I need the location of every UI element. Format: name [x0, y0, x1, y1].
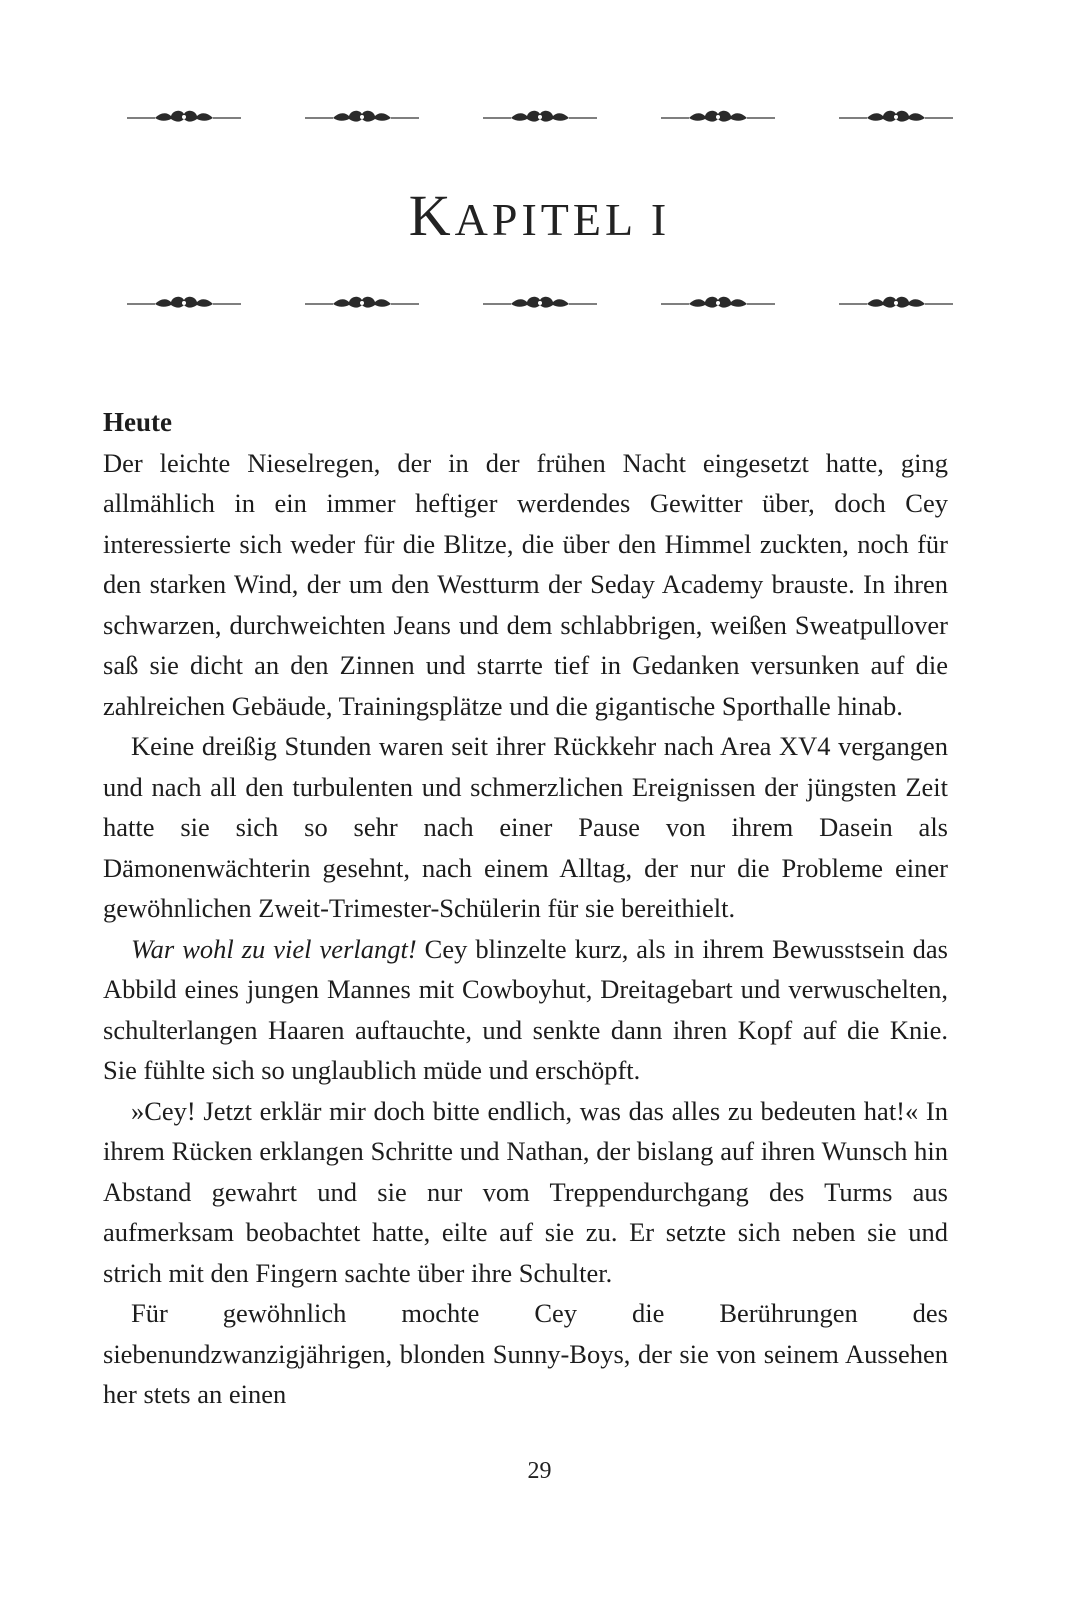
paragraph-3-italic: War wohl zu viel verlangt! — [131, 933, 417, 964]
flourish-ornament-icon — [303, 292, 421, 316]
top-ornament-row — [125, 106, 955, 130]
chapter-title-rest: APITEL I — [454, 194, 671, 245]
paragraph-1: Der leichte Nieselregen, der in der frühen Nacht eingesetzt hatte, ging allmählich in ein immer heftiger werdendes Gewitter über, doch Cey interessierte sich weder für die Blitze, die über den Himmel zuckten, noch für den starken Wind, der um den Westturm der Seday Academy brauste. In ihren schwarzen, durchweichten Jeans und dem schlabbrigen, weißen Sweatpullover saß sie dicht an den Zinnen und starrte tief in Gedanken versunken auf die zahlreichen Gebäude, Trainingsplätze und die gigantische Sporthalle hinab. — [103, 447, 948, 721]
body-text — [103, 402, 948, 1415]
chapter-title — [0, 180, 1079, 256]
paragraph-3-text: Cey blinzelte kurz, als in ihrem Bewusstsein das Abbild eines jungen Mannes mit Cowboyhut, Dreitagebart und verwuschelten, schulterlangen Haaren auftauchte, und senkte dann ihren Kopf auf die Knie. Sie fühlte sich so unglaublich müde und erschöpft. — [103, 933, 948, 1085]
flourish-ornament-icon — [837, 106, 955, 130]
flourish-ornament-icon — [303, 106, 421, 130]
section-heading: Heute — [103, 407, 172, 437]
chapter-title-initial: K — [408, 183, 455, 248]
flourish-ornament-icon — [481, 292, 599, 316]
flourish-ornament-icon — [125, 292, 243, 316]
flourish-ornament-icon — [837, 292, 955, 316]
flourish-ornament-icon — [481, 106, 599, 130]
paragraph-4: »Cey! Jetzt erklär mir doch bitte endlich, was das alles zu bedeuten hat!« In ihrem Rücken erklangen Schritte und Nathan, der bislang auf ihren Wunsch hin Abstand gewahrt und sie nur vom Treppendurchgang des Turms aus aufmerksam beobachtet hatte, eilte auf sie zu. Er setzte sich neben sie und strich mit den Fingern sachte über ihre Schulter. — [103, 1095, 948, 1288]
paragraph-2: Keine dreißig Stunden waren seit ihrer Rückkehr nach Area XV4 vergangen und nach all den turbulenten und schmerzlichen Ereignissen der jüngsten Zeit hatte sie sich so sehr nach einer Pause von ihrem Dasein als Dämonenwächterin gesehnt, nach einem Alltag, der nur die Probleme einer gewöhnlichen Zweit-Trimester-Schülerin für sie bereithielt. — [103, 731, 948, 923]
flourish-ornament-icon — [659, 292, 777, 316]
paragraph-5: Für gewöhnlich mochte Cey die Berührungen des siebenundzwanzigjährigen, blonden Sunny-Boys, der sie von seinem Aussehen her stets an einen — [103, 1298, 948, 1409]
flourish-ornament-icon — [125, 106, 243, 130]
page-number: 29 — [527, 1458, 552, 1484]
bottom-ornament-row — [125, 292, 955, 316]
paragraph-3 — [103, 929, 948, 1091]
flourish-ornament-icon — [659, 106, 777, 130]
